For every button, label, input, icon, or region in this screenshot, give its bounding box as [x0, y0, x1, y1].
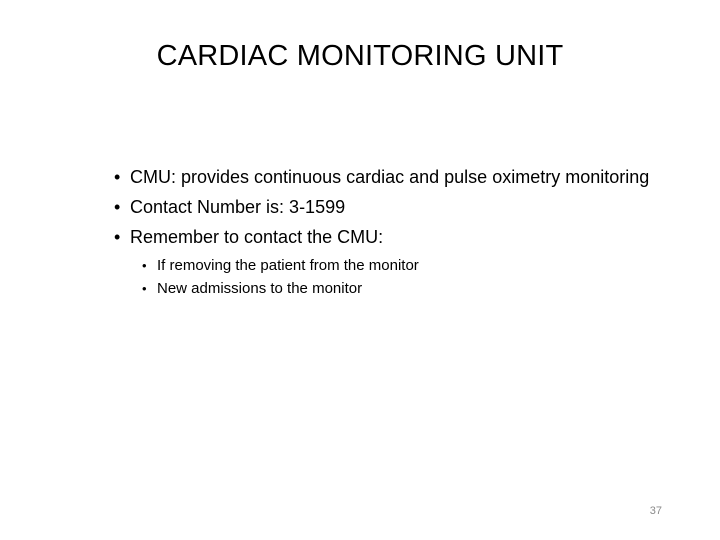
slide-title: CARDIAC MONITORING UNIT: [156, 40, 564, 72]
bullet-text: Remember to contact the CMU:: [130, 227, 384, 247]
sub-bullet-text: If removing the patient from the monitor: [157, 257, 419, 274]
bullet-text: CMU: provides continuous cardiac and pulse oximetry monitoring: [130, 167, 650, 187]
sub-bullet-item: [130, 254, 714, 277]
bullet-list: [114, 162, 714, 300]
sub-bullet-text: New admissions to the monitor: [157, 280, 363, 297]
sub-bullet-list: [130, 254, 714, 300]
bullet-item: [114, 222, 714, 300]
bullet-item: [114, 162, 714, 192]
bullet-item: [114, 192, 714, 222]
page-number: 37: [649, 505, 662, 517]
sub-bullet-marker: •: [142, 281, 147, 296]
bullet-text: Contact Number is: 3-1599: [130, 197, 346, 217]
bullet-marker: •: [114, 167, 121, 187]
sub-bullet-item: [130, 277, 714, 300]
bullet-marker: •: [114, 227, 121, 247]
sub-bullet-marker: •: [142, 258, 147, 273]
bullet-marker: •: [114, 197, 121, 217]
